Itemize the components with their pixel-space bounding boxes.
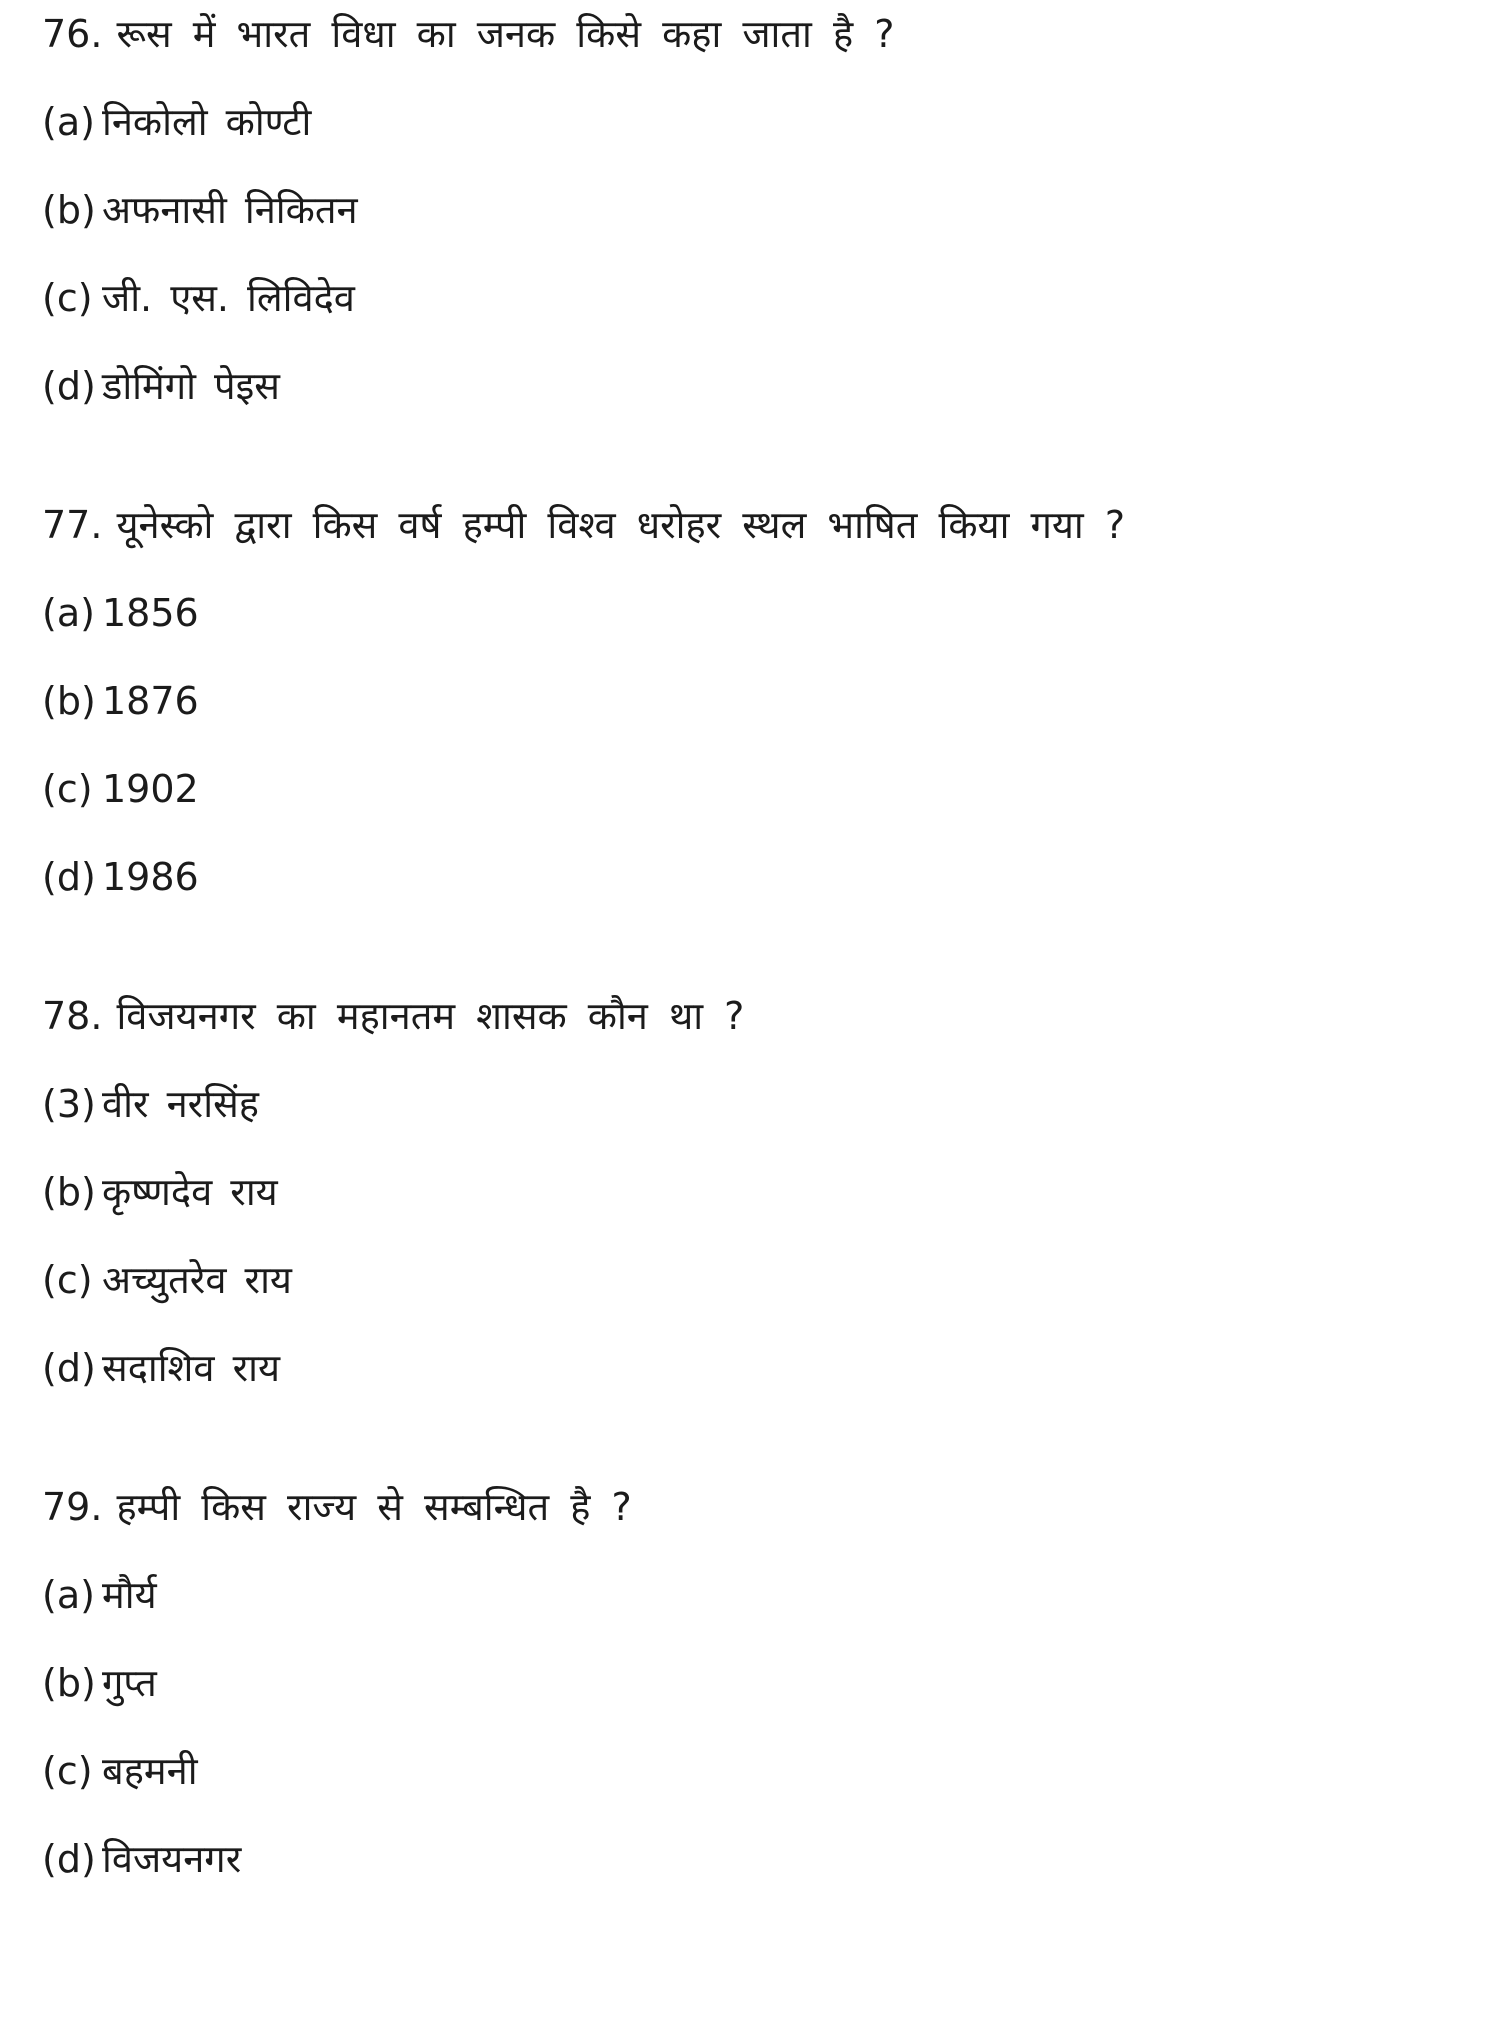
question-number: 79. [42,1485,103,1529]
option-text: अफनासी निकितन [102,188,358,232]
option-text: सदाशिव राय [102,1346,281,1390]
option-text: कृष्णदेव राय [102,1170,278,1214]
question-block-78 [42,990,1475,1394]
question-block-79 [42,1481,1475,1885]
question-78-heading [42,990,1475,1042]
option-letter: (c) [42,767,93,811]
question-79-heading [42,1481,1475,1533]
option-text: निकोलो कोण्टी [102,100,312,144]
option-letter: (d) [42,1837,96,1881]
option-letter: (d) [42,364,96,408]
option-letter: (b) [42,1170,96,1214]
option-letter: (c) [42,1258,93,1302]
option-letter: (c) [42,1749,93,1793]
option-row [42,763,1475,815]
option-text: डोमिंगो पेइस [102,364,280,408]
option-letter: (a) [42,100,95,144]
option-row [42,1254,1475,1306]
option-row [42,1569,1475,1621]
option-text: जी. एस. लिविदेव [102,276,355,320]
option-row [42,851,1475,903]
question-number: 77. [42,503,103,547]
option-letter: (d) [42,1346,96,1390]
question-block-76 [42,8,1475,412]
option-row [42,96,1475,148]
option-letter: (3) [42,1082,96,1126]
option-text: 1986 [102,855,199,899]
option-letter: (b) [42,1661,96,1705]
question-number: 76. [42,12,103,56]
question-text: हम्पी किस राज्य से सम्बन्धित है ? [116,1485,632,1529]
question-number: 78. [42,994,103,1038]
option-row [42,675,1475,727]
option-text: 1876 [102,679,199,723]
option-row [42,1657,1475,1709]
option-letter: (a) [42,591,95,635]
question-76-heading [42,8,1475,60]
option-row [42,360,1475,412]
question-77-heading [42,499,1475,551]
option-row [42,1166,1475,1218]
option-row [42,1078,1475,1130]
option-text: अच्युतरेव राय [102,1258,292,1302]
option-text: बहमनी [102,1749,198,1793]
question-text: विजयनगर का महानतम शासक कौन था ? [116,994,745,1038]
option-row [42,1745,1475,1797]
option-text: मौर्य [102,1573,157,1617]
option-text: 1902 [102,767,199,811]
option-text: गुप्त [102,1661,157,1705]
option-row [42,1342,1475,1394]
question-text: यूनेस्को द्वारा किस वर्ष हम्पी विश्व धरोहर स्थल भाषित किया गया ? [116,503,1126,547]
option-row [42,587,1475,639]
option-row [42,272,1475,324]
option-text: 1856 [102,591,199,635]
option-letter: (b) [42,679,96,723]
option-row [42,184,1475,236]
question-block-77 [42,499,1475,903]
option-letter: (d) [42,855,96,899]
option-letter: (a) [42,1573,95,1617]
option-row [42,1833,1475,1885]
option-text: वीर नरसिंह [102,1082,259,1126]
option-text: विजयनगर [102,1837,242,1881]
question-text: रूस में भारत विधा का जनक किसे कहा जाता है ? [116,12,895,56]
option-letter: (c) [42,276,93,320]
option-letter: (b) [42,188,96,232]
